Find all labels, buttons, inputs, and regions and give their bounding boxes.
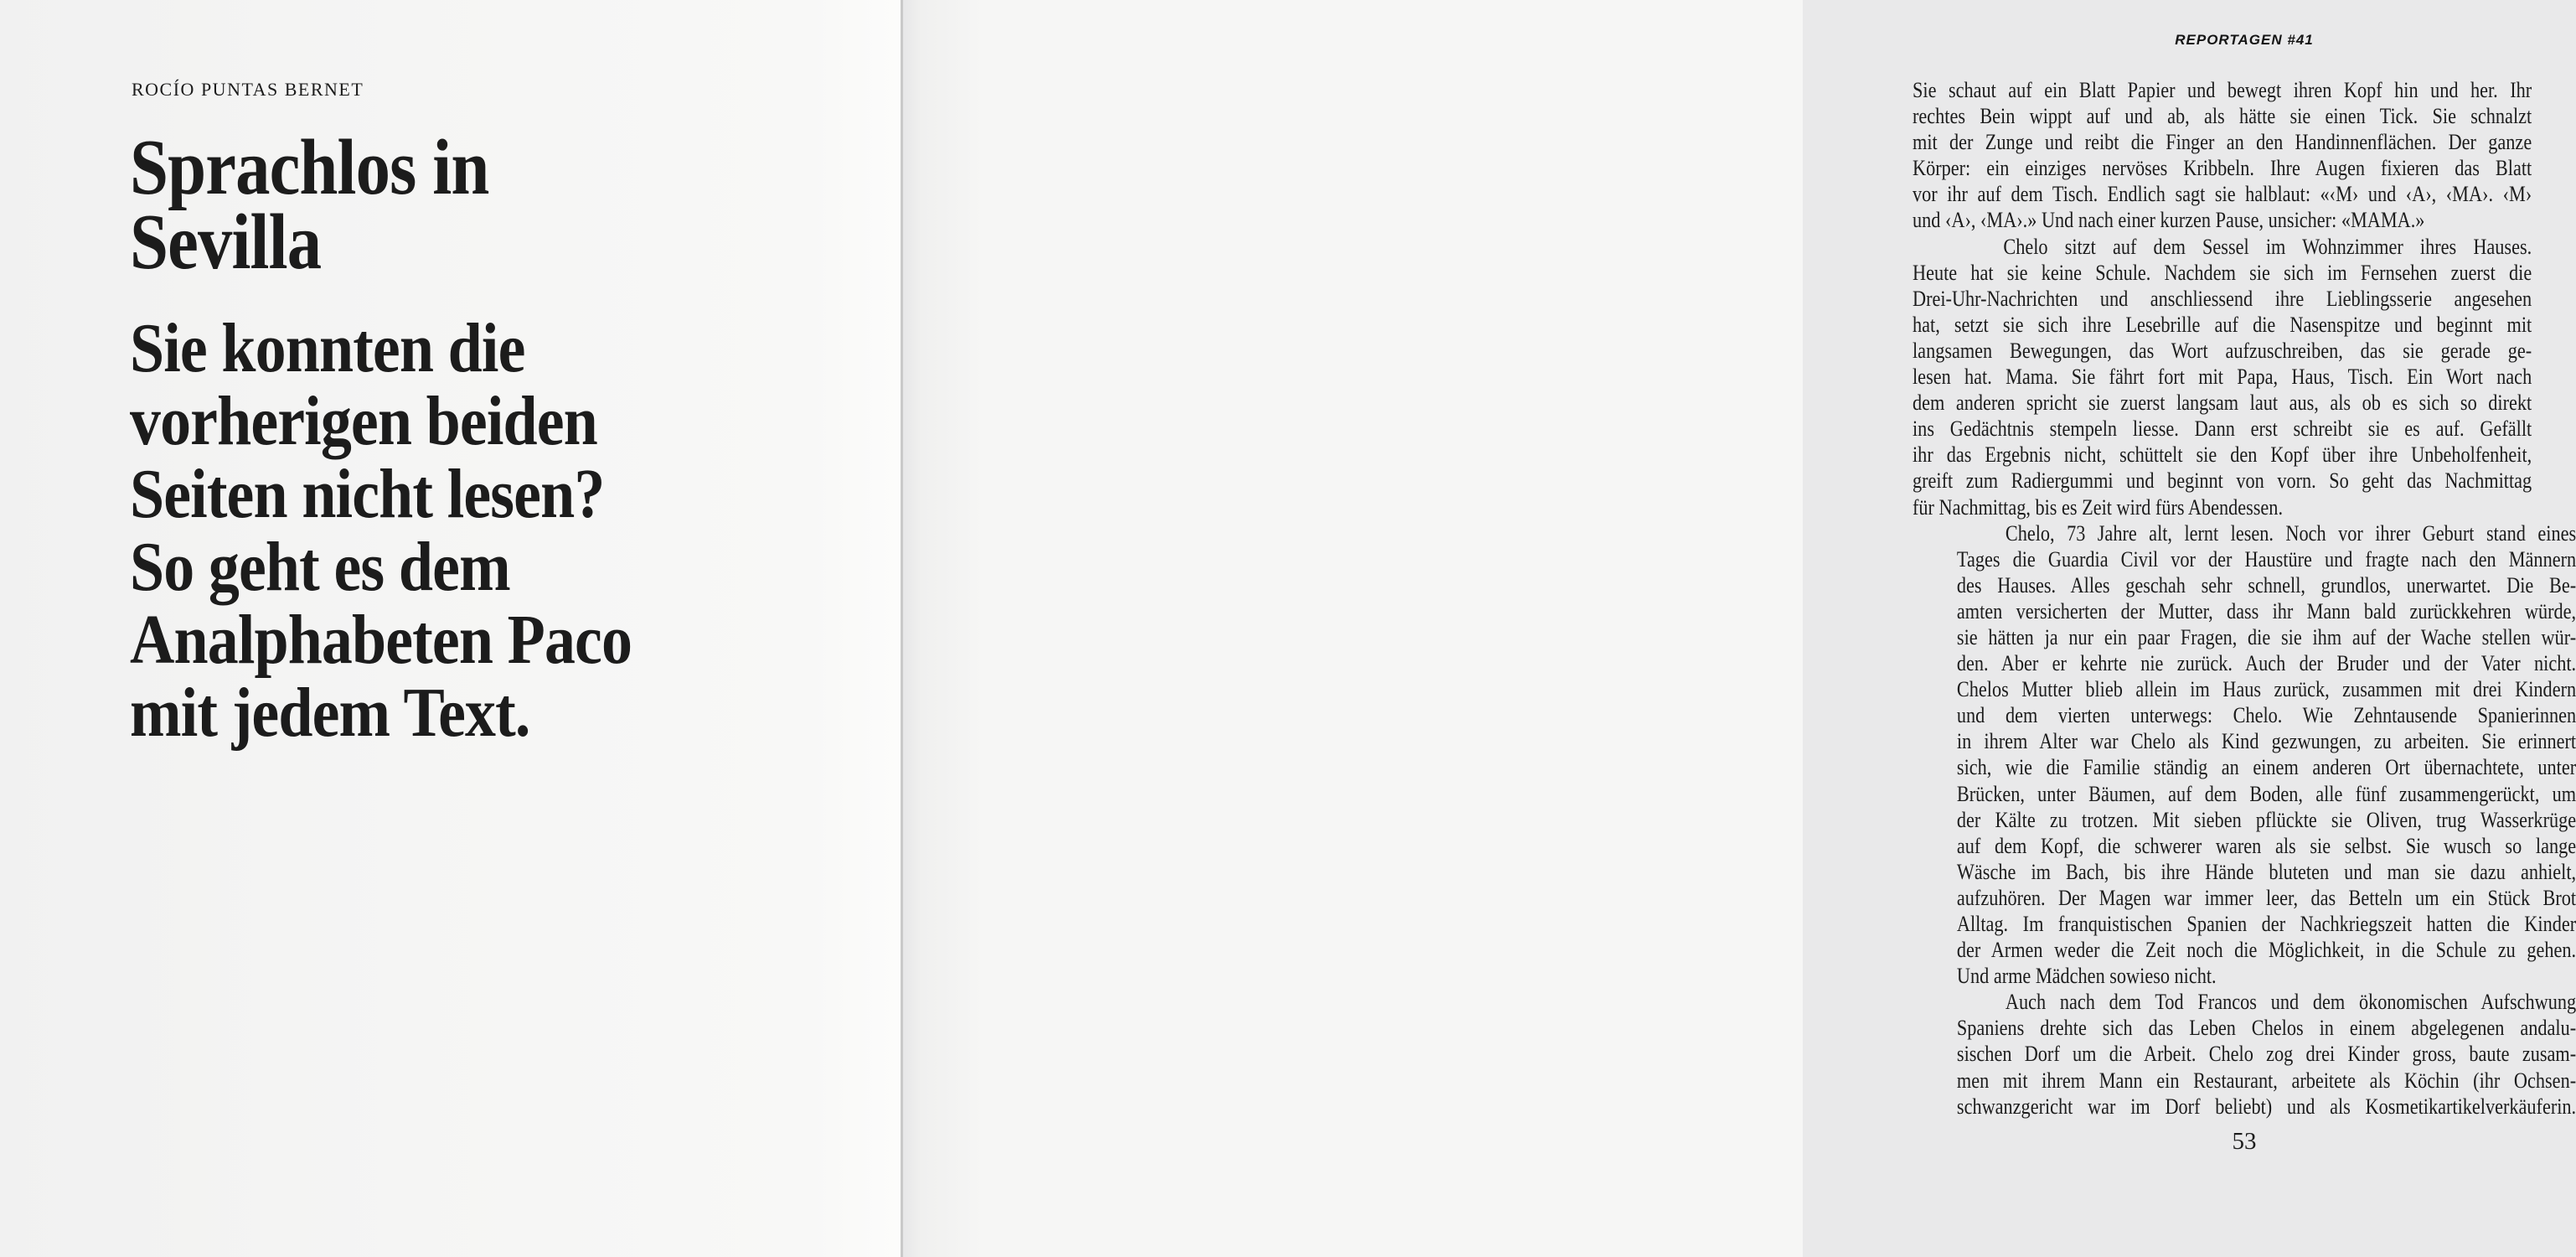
body-line: rechtes Bein wippt auf und ab, als hätte sie einen Tick. Sie schnalzt <box>1913 103 2532 129</box>
kicker: REPORTAGEN #41 <box>2175 32 2314 48</box>
page-number: 53 <box>2232 1128 2257 1155</box>
headline-line: Sevilla <box>130 199 322 286</box>
body-line: hat, setzt sie sich ihre Lesebrille auf die Nasenspitze und beginnt mit <box>1913 311 2532 337</box>
body-line: Heute hat sie keine Schule. Nachdem sie sich im Fernsehen zuerst die <box>1913 259 2532 285</box>
lede-line: So geht es dem <box>130 528 510 606</box>
lede <box>130 309 632 752</box>
body-line: ihr das Ergebnis nicht, schüttelt sie den Kopf über ihre Unbeholfenheit, <box>1913 442 2532 468</box>
body-line: sischen Dorf um die Arbeit. Chelo zog drei Kinder gross, baute zusam- <box>1956 1041 2576 1067</box>
paragraph <box>1913 234 2532 520</box>
body-line: Spaniens drehte sich das Leben Chelos in einem abgelegenen andalu- <box>1956 1015 2576 1041</box>
body-line: Alltag. Im franquistischen Spanien der Nachkriegszeit hatten die Kinder <box>1956 911 2576 936</box>
body-line: ins Gedächtnis stempeln liesse. Dann erst schreibt sie es auf. Gefällt <box>1913 416 2532 442</box>
body-line: sich, wie die Familie ständig an einem anderen Ort übernachtete, unter <box>1956 754 2576 780</box>
body-line: Chelo, 73 Jahre alt, lernt lesen. Noch vor ihrer Geburt stand eines <box>2005 520 2576 546</box>
lede-line: Seiten nicht lesen? <box>130 455 605 533</box>
lede-line: vorherigen beiden <box>130 382 597 460</box>
author-line: ROCÍO PUNTAS BERNET <box>132 79 364 100</box>
body-line: greift zum Radiergummi und beginnt von vorn. So geht das Nachmittag <box>1913 468 2532 494</box>
body-line: amten versicherten der Mutter, dass ihr Mann bald zurückkehren würde, <box>1956 597 2576 623</box>
body-line: sie hätten ja nur ein paar Fragen, die sie ihm auf der Wache stellen wür- <box>1956 623 2576 649</box>
body-line: aufzuhören. Der Magen war immer leer, das Betteln um ein Stück Brot <box>1956 884 2576 910</box>
lede-line: Analphabeten Paco <box>130 601 632 679</box>
body-line: Sie schaut auf ein Blatt Papier und bewegt ihren Kopf hin und her. Ihr <box>1913 77 2532 102</box>
body-line: der Kälte zu trotzen. Mit sieben pflückte sie Oliven, trug Wasserkrüge <box>1956 806 2576 832</box>
page-left <box>0 0 901 1257</box>
body-line: und dem vierten unterwegs: Chelo. Wie Zehntausende Spanierinnen <box>1956 702 2576 728</box>
body-line: Auch nach dem Tod Francos und dem ökonomischen Aufschwung <box>2005 989 2576 1015</box>
body-line: Brücken, unter Bäumen, auf dem Boden, alle fünf zusammengerückt, um <box>1956 780 2576 806</box>
body-line: der Armen weder die Zeit noch die Möglichkeit, in die Schule zu gehen. <box>1956 937 2576 963</box>
body-line: für Nachmittag, bis es Zeit wird fürs Abendessen. <box>1913 494 2284 520</box>
body-line: lesen hat. Mama. Sie fährt fort mit Papa, Haus, Tisch. Ein Wort nach <box>1913 364 2532 390</box>
body-line: Chelo sitzt auf dem Sessel im Wohnzimmer ihres Hauses. <box>2003 233 2532 259</box>
body-line: Wäsche im Bach, bis ihre Hände bluteten und man sie dazu anhielt, <box>1956 858 2576 884</box>
headline-line: Sprachlos in <box>130 124 489 211</box>
paragraph <box>1957 520 2576 990</box>
body-line: auf dem Kopf, die schwerer waren als sie selbst. Sie wusch so lange <box>1956 832 2576 858</box>
body-line: langsamen Bewegungen, das Wort aufzuschreiben, das sie gerade ge- <box>1913 337 2532 363</box>
headline <box>130 124 489 286</box>
body-line: mit der Zunge und reibt die Finger an den Handinnenflächen. Der ganze <box>1913 129 2532 155</box>
body-line: den. Aber er kehrte nie zurück. Auch der Bruder und der Vater nicht. <box>1956 650 2576 676</box>
body-line: und ‹A›, ‹MA›.» Und nach einer kurzen Pause, unsicher: «MAMA.» <box>1913 207 2425 233</box>
paragraph <box>1957 989 2576 1119</box>
body-line: Chelos Mutter blieb allein im Haus zurück, zusammen mit drei Kindern <box>1956 676 2576 702</box>
lede-line: mit jedem Text. <box>130 674 530 752</box>
body-line: dem anderen spricht sie zuerst langsam laut aus, als ob es sich so direkt <box>1913 390 2532 416</box>
body-line: in ihrem Alter war Chelo als Kind gezwungen, zu arbeiten. Sie erinnert <box>1956 728 2576 754</box>
body-line: Tages die Guardia Civil vor der Haustüre und fragte nach den Männern <box>1956 546 2576 572</box>
lede-line: Sie konnten die <box>130 309 525 387</box>
paragraph <box>1913 77 2532 234</box>
body-line: schwanzgericht war im Dorf beliebt) und als Kosmetikartikelverkäuferin. <box>1956 1093 2576 1119</box>
body-line: men mit ihrem Mann ein Restaurant, arbeitete als Köchin (ihr Ochsen- <box>1956 1067 2576 1093</box>
body-line: vor ihr auf dem Tisch. Endlich sagt sie halblaut: «‹M› und ‹A›, ‹MA›. ‹M› <box>1913 181 2532 207</box>
body-line: Und arme Mädchen sowieso nicht. <box>1956 963 2217 989</box>
body-line: Drei-Uhr-Nachrichten und anschliessend ihre Lieblingsserie angesehen <box>1913 285 2532 311</box>
body-line: des Hauses. Alles geschah sehr schnell, grundlos, unerwartet. Die Be- <box>1956 572 2576 597</box>
page-right <box>903 0 2576 1257</box>
body-text <box>1913 77 2576 1120</box>
body-line: Körper: ein einziges nervöses Kribbeln. Ihre Augen fixieren das Blatt <box>1913 155 2532 181</box>
